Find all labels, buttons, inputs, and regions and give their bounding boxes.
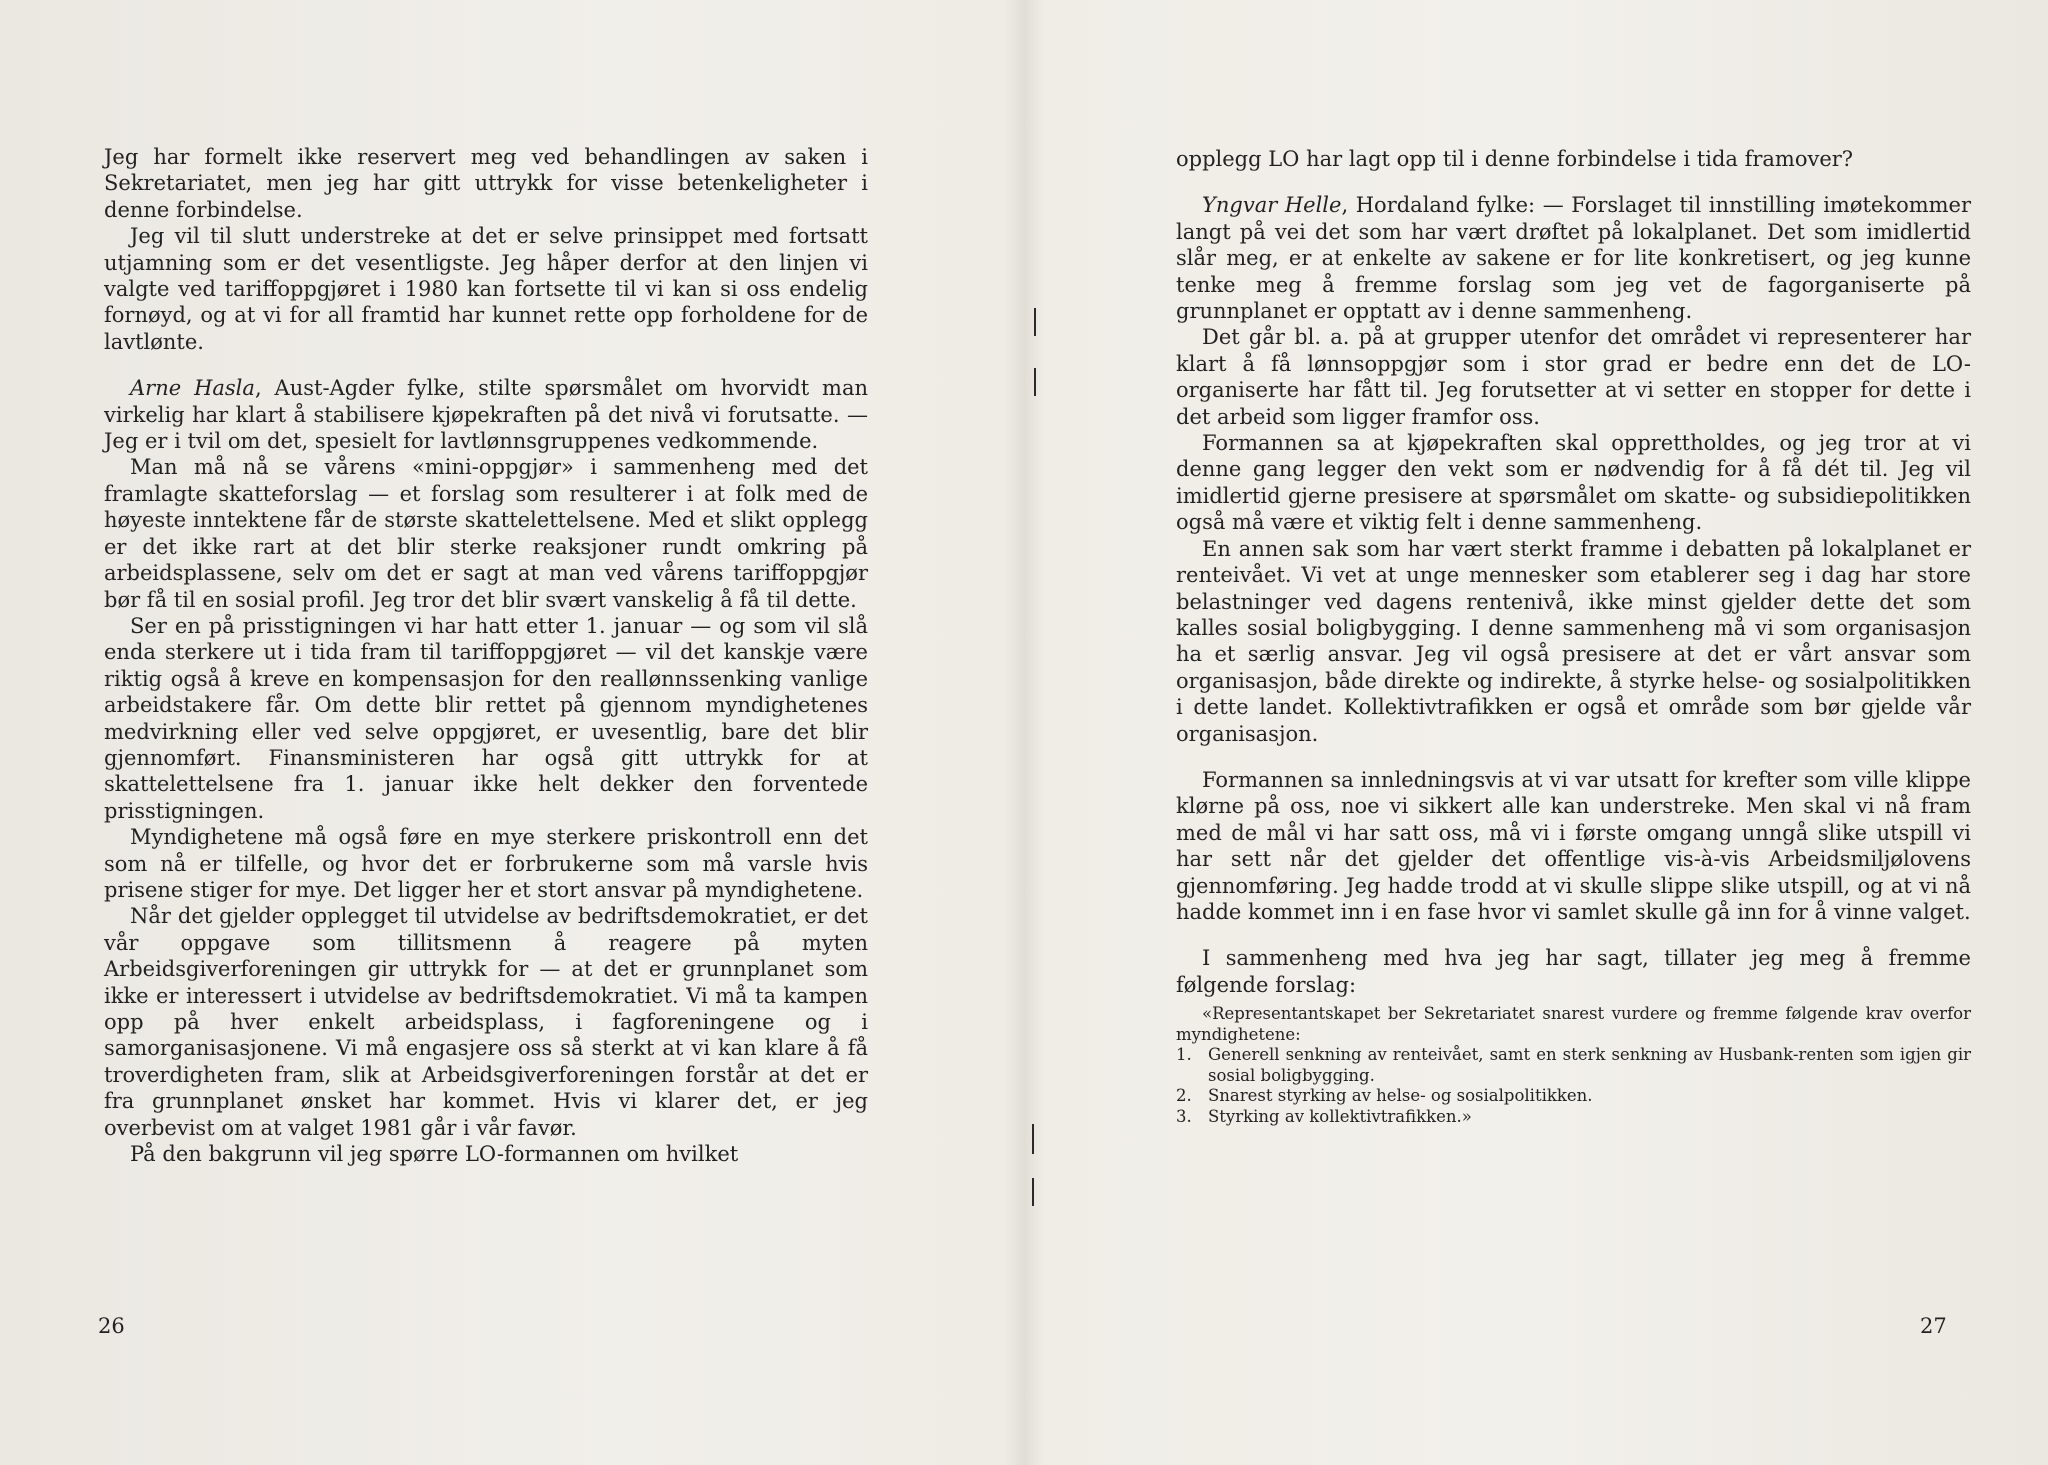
paragraph: En annen sak som har vært sterkt framme i debatten på lokalplanet er renteivået. Vi vet at unge mennesker som etablerer seg i dag har store belastninger ved dagens rentenivå, ikke minst gjelder dette det som kalles sosial boligbygging. I denne sammenheng må vi som organisasjon ha et særlig ansvar. Jeg vil også presisere at det er vårt ansvar som organisasjon, både direkte og indirekte, å styrke helse- og sosialpolitikken i dette landet. Kollektivtrafikken er også et område som bør gjelde vår organisasjon. [1176, 536, 1971, 746]
list-text: Snarest styrking av helse- og sosialpolitikken. [1208, 1086, 1593, 1106]
paragraph: Myndighetene må også føre en mye sterkere priskontroll enn det som nå er tilfelle, og hvor det er forbrukerne som må varsle hvis prisene stiger for mye. Det ligger her et stort ansvar på myndighetene. [104, 825, 868, 902]
paragraph: Man må nå se vårens «mini-oppgjør» i sammenheng med det framlagte skatteforslag — et forslag som resulterer i at folk med de høyeste inntektene får de største skattelettelsene. Med et slikt opplegg er det ikke rart at det blir sterke reaksjoner rundt omkring på arbeidsplassene, selv om det er sagt at man ved vårens tariffoppgjør bør få til en sosial profil. Jeg tror det blir svært vanskelig å få til dette. [104, 455, 868, 612]
paragraph: opplegg LO har lagt opp til i denne forbindelse i tida framover? [1176, 147, 1854, 171]
margin-mark [1034, 368, 1036, 396]
margin-mark [1032, 1124, 1034, 1154]
speaker-paragraph [1176, 192, 1971, 324]
paragraph: Jeg vil til slutt understreke at det er selve prinsippet med fortsatt utjamning som er det vesentligste. Jeg håper derfor at den linjen vi valgte ved tariffoppgjøret i 1980 kan fortsette til vi kan si oss endelig fornøyd, og at vi for all framtid har kunnet rette opp forholdene for de lavtlønte. [104, 224, 868, 354]
list-number: 3. [1176, 1106, 1192, 1126]
quote-intro: «Representantskapet ber Sekretariatet snarest vurdere og fremme følgende krav overfor myndighetene: [1176, 1004, 1971, 1044]
paragraph: Jeg har formelt ikke reservert meg ved behandlingen av saken i Sekretariatet, men jeg har gitt uttrykk for visse betenkeligheter i denne forbindelse. [104, 145, 868, 222]
list-text: Generell senkning av renteivået, samt en sterk senkning av Husbank-renten som igjen gir sosial boligbygging. [1208, 1045, 1971, 1085]
right-text-column [1176, 146, 1971, 1127]
paragraph: Formannen sa innledningsvis at vi var utsatt for krefter som ville klippe klørne på oss, noe vi sikkert alle kan understreke. Men skal vi nå fram med de mål vi har satt oss, må vi i første omgang unngå slike utspill vi har sett når det gjelder det offentlige vis-à-vis Arbeidsmiljølovens gjennomføring. Jeg hadde trodd at vi skulle slippe slike utspill, og at vi nå hadde kommet inn i en fase hvor vi samlet skulle gå inn for å vinne valget. [1176, 767, 1971, 924]
list-number: 2. [1176, 1086, 1192, 1106]
left-text-column [104, 144, 868, 1167]
page-number: 27 [1920, 1314, 1947, 1338]
proposal-quote [1176, 1004, 1971, 1127]
margin-mark [1034, 308, 1036, 336]
speaker-paragraph [104, 375, 868, 454]
page-number: 26 [98, 1314, 125, 1338]
list-number: 1. [1176, 1045, 1192, 1065]
paragraph: Det går bl. a. på at grupper utenfor det området vi representerer har klart å få lønnsoppgjør som i stor grad er bedre enn det de LO-organiserte har fått til. Jeg forutsetter at vi setter en stopper for dette i det arbeid som ligger framfor oss. [1176, 325, 1971, 429]
list-text: Styrking av kollektivtrafikken.» [1208, 1106, 1472, 1126]
right-page [1024, 0, 2048, 1465]
paragraph: Når det gjelder opplegget til utvidelse av bedriftsdemokratiet, er det vår oppgave som tillitsmenn å reagere på myten Arbeidsgiverforeningen gir uttrykk for — at det er grunnplanet som ikke er interessert i utvidelse av bedriftsdemokratiet. Vi må ta kampen opp på hver enkelt arbeidsplass, i fagforeningene og i samorganisasjonene. Vi må engasjere oss så sterkt at vi kan klare å få troverdigheten fram, slik at Arbeidsgiverforeningen forstår at det er fra grunnplanet ønsket har kommet. Hvis vi klarer det, er jeg overbevist om at valget 1981 går i vår favør. [104, 904, 868, 1140]
speaker-name: Arne Hasla [130, 376, 255, 401]
paragraph: I sammenheng med hva jeg har sagt, tillater jeg meg å fremme følgende forslag: [1176, 946, 1971, 997]
list-item [1176, 1107, 1971, 1128]
paragraph: Formannen sa at kjøpekraften skal opprettholdes, og jeg tror at vi denne gang legger den vekt som er nødvendig for å få dét til. Jeg vil imidlertid gjerne presisere at spørsmålet om skatte- og subsidiepolitikken også må være et viktig felt i denne sammenheng. [1176, 431, 1971, 535]
paragraph: Ser en på prisstigningen vi har hatt etter 1. januar — og som vil slå enda sterkere ut i tida fram til tariffoppgjøret — vil det kanskje være riktig også å kreve en kompensasjon for den reallønnssenking vanlige arbeidstakere får. Om dette blir rettet på gjennom myndighetenes medvirkning eller ved selve oppgjøret, er uvesentlig, bare det blir gjennomført. Finansministeren har også gitt uttrykk for at skattelettelsene fra 1. januar ikke helt dekker den forventede prisstigningen. [104, 613, 868, 823]
list-item [1176, 1045, 1971, 1086]
paragraph: På den bakgrunn vil jeg spørre LO-formannen om hvilket [130, 1142, 739, 1167]
list-item [1176, 1086, 1971, 1107]
margin-mark [1032, 1178, 1034, 1206]
speaker-statement: , Hordaland fylke: — Forslaget til innstilling imøtekommer langt på vei det som har vært drøftet på lokalplanet. Det som imidlertid slår meg, er at enkelte av sakene er for lite konkretisert, og jeg kunne tenke meg å fremme forslag som jeg vet de fagorganiserte på grunnplanet er opptatt av i denne sammenheng. [1176, 193, 1972, 324]
speaker-statement: , Aust-Agder fylke, stilte spørsmålet om hvorvidt man virkelig har klart å stabilisere kjøpekraften på det nivå vi forutsatte. — Jeg er i tvil om det, spesielt for lavtlønnsgruppenes vedkommende. [104, 376, 869, 454]
speaker-name: Yngvar Helle [1202, 193, 1342, 218]
proposal-list [1176, 1045, 1971, 1127]
